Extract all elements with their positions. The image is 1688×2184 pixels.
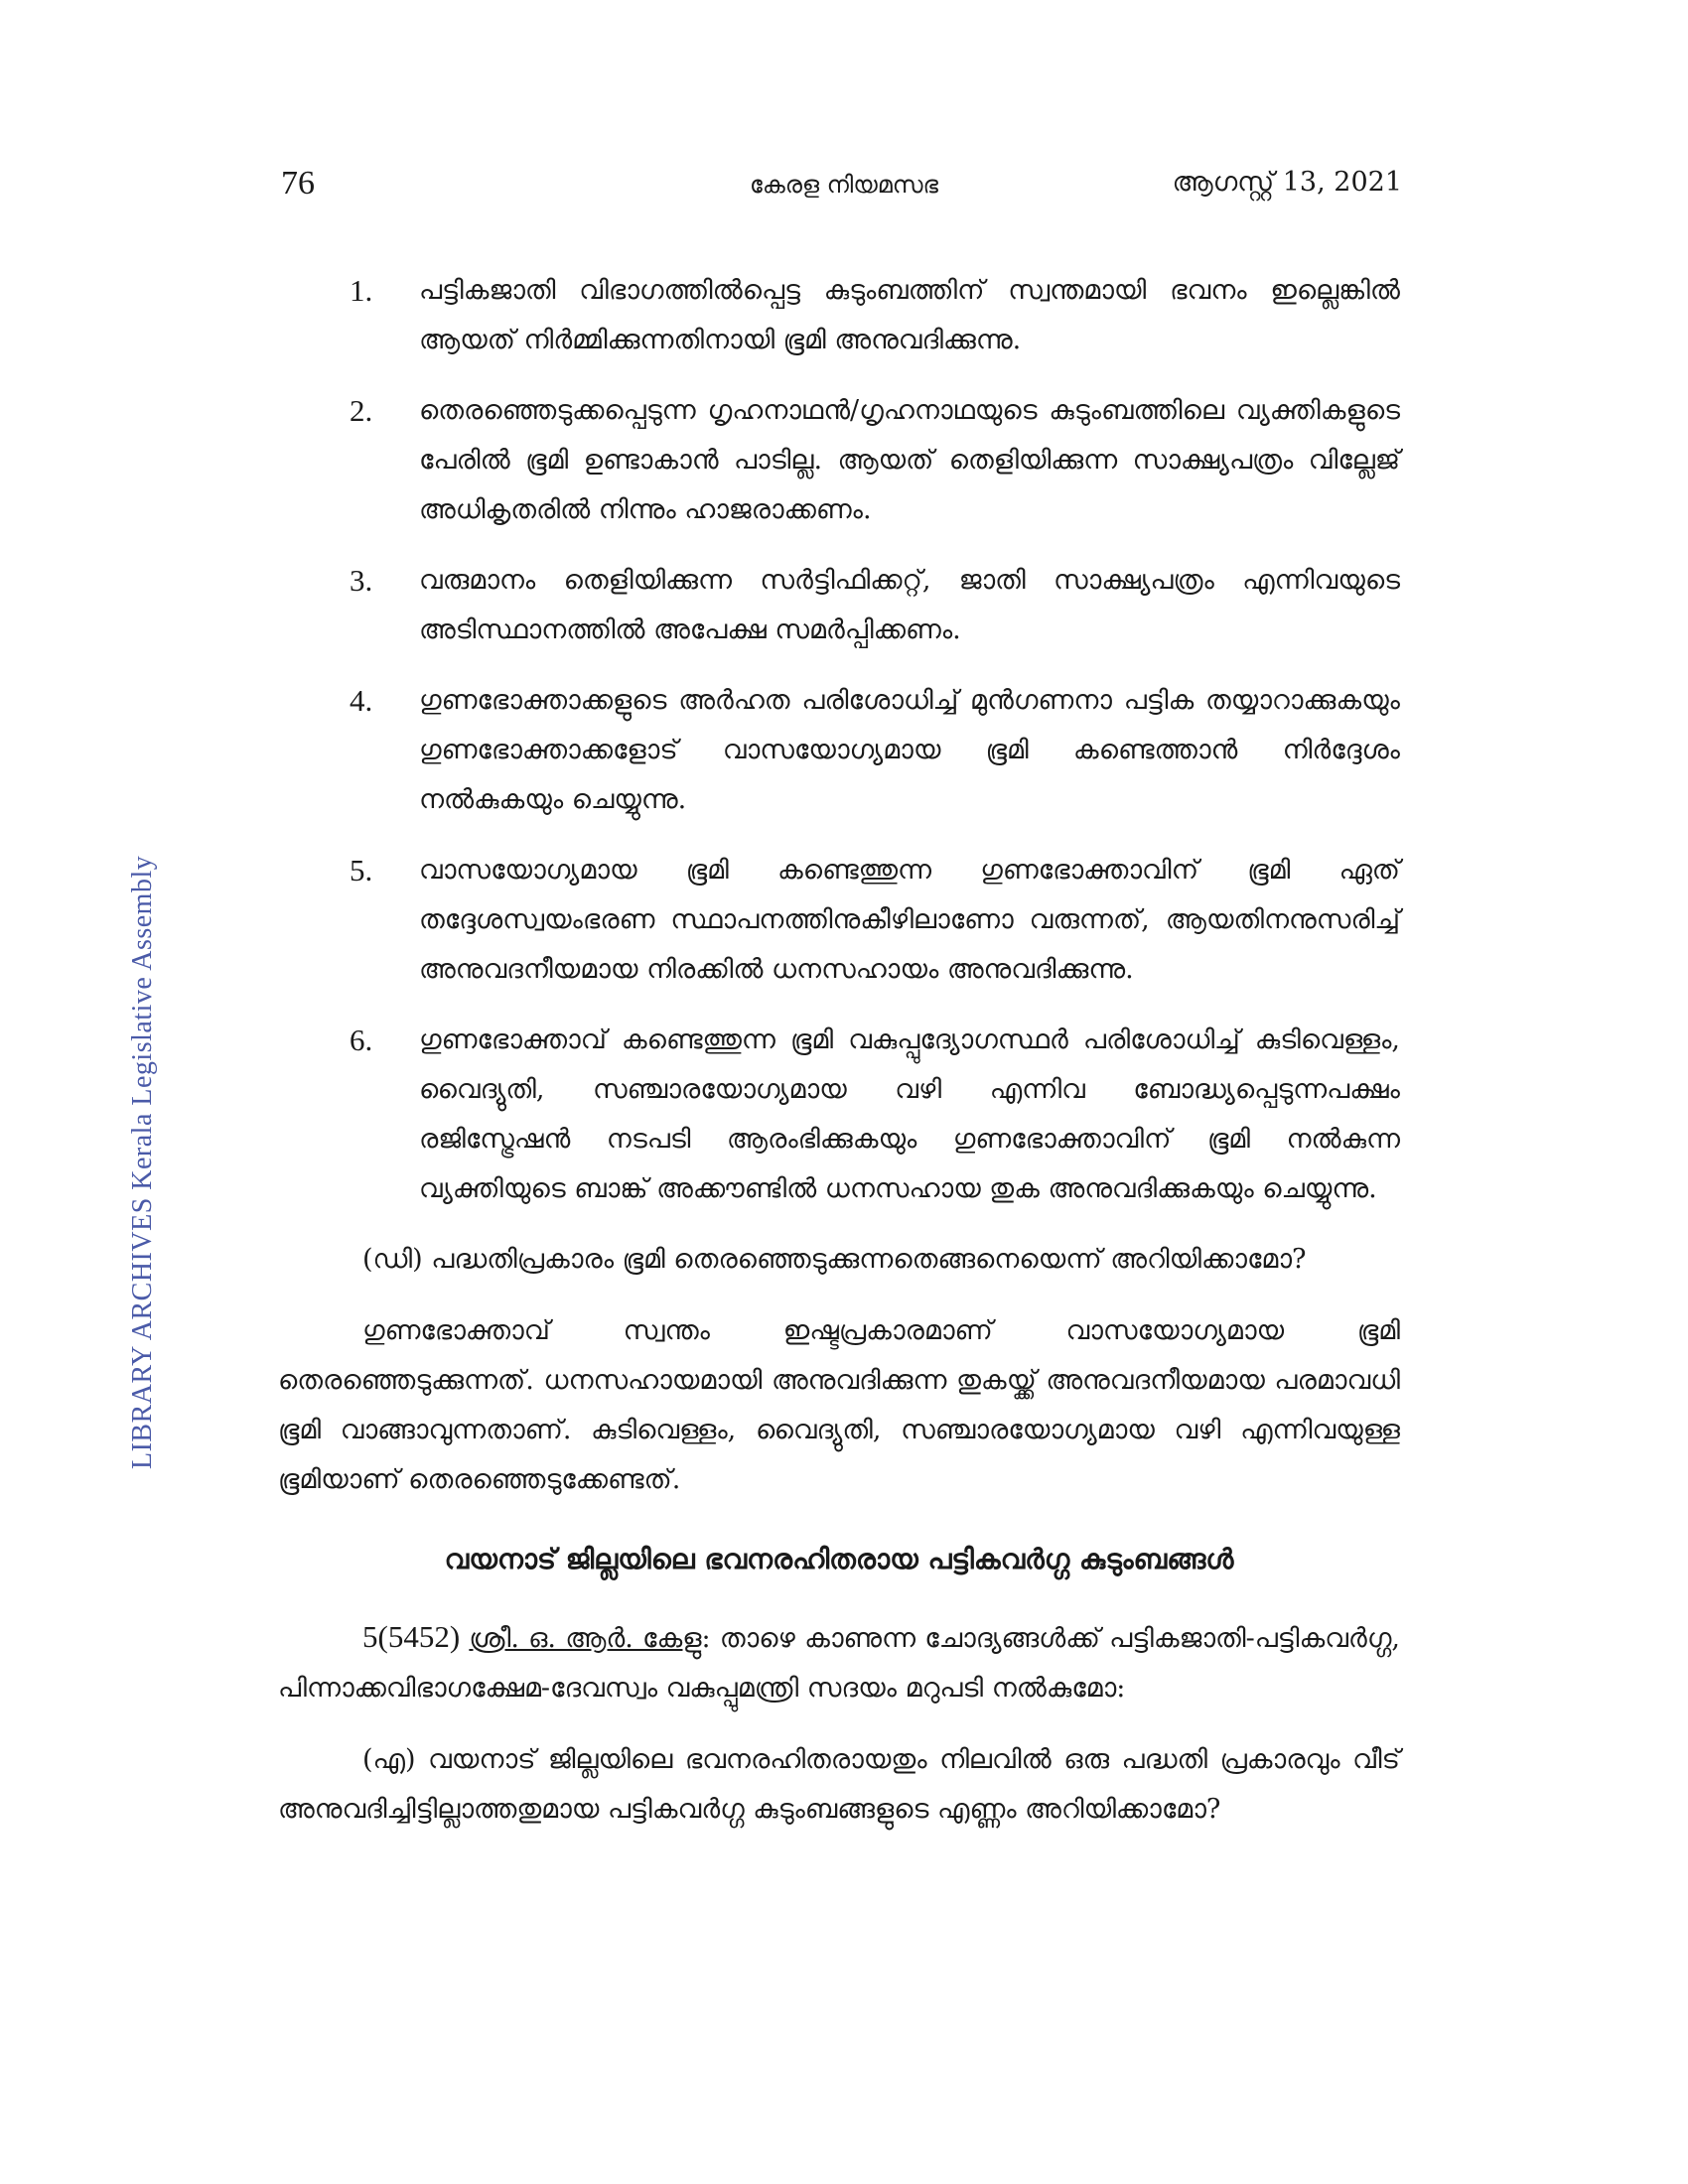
page-content <box>278 266 1400 1856</box>
list-text: ഗുണഭോക്താവ് കണ്ടെത്തുന്ന ഭൂമി വകുപ്പുദ്യോഗസ്ഥർ പരിശോധിച്ച് കുടിവെള്ളം, വൈദ്യുതി, സഞ്ചാരയോഗ്യമായ വഴി എന്നിവ ബോദ്ധ്യപ്പെടുന്നപക്ഷം രജിസ്ട്രേഷൻ നടപടി ആരംഭിക്കുകയും ഗുണഭോക്താവിന് ഭൂമി നൽകുന്ന വ്യക്തിയുടെ ബാങ്ക് അക്കൗണ്ടിൽ ധനസഹായ തുക അനുവദിക്കുകയും ചെയ്യുന്നു. <box>419 1024 1400 1204</box>
question-a: (എ) വയനാട് ജില്ലയിലെ ഭവനരഹിതരായതും നിലവിൽ ഒരു പദ്ധതി പ്രകാരവും വീട് അനുവദിച്ചിട്ടില്ലാത്തതുമായ പട്ടികവർഗ്ഗ കുടുംബങ്ങളുടെ എണ്ണം അറിയിക്കാമോ? <box>278 1744 1400 1825</box>
list-number: 1. <box>350 273 373 308</box>
list-number: 5. <box>350 853 373 887</box>
list-number: 2. <box>350 393 373 428</box>
question-number: 5(5452) <box>362 1619 461 1654</box>
archive-watermark: LIBRARY ARCHIVES Kerala Legislative Assembly <box>127 855 158 1469</box>
list-item <box>278 386 1400 535</box>
list-text: വരുമാനം തെളിയിക്കുന്ന സർട്ടിഫിക്കറ്റ്, ജാതി സാക്ഷ്യപത്രം എന്നിവയുടെ അടിസ്ഥാനത്തിൽ അപേക്ഷ സമർപ്പിക്കണം. <box>419 565 1400 645</box>
answer-d: ഗുണഭോക്താവ് സ്വന്തം ഇഷ്ടപ്രകാരമാണ് വാസയോഗ്യമായ ഭൂമി തെരഞ്ഞെടുക്കുന്നത്. ധനസഹായമായി അനുവദിക്കുന്ന തുകയ്ക്ക് അനുവദനീയമായ പരമാവധി ഭൂമി വാങ്ങാവുന്നതാണ്. കുടിവെള്ളം, വൈദ്യുതി, സഞ്ചാരയോഗ്യമായ വഴി എന്നിവയുള്ള ഭൂമിയാണ് തെരഞ്ഞെടുക്കേണ്ടത്. <box>278 1315 1400 1495</box>
list-item <box>278 676 1400 825</box>
list-number: 3. <box>350 563 373 598</box>
list-item <box>278 1016 1400 1214</box>
question-5 <box>278 1612 1400 1713</box>
page-number: 76 <box>281 165 315 202</box>
section-heading: വയനാട് ജില്ലയിലെ ഭവനരഹിതരായ പട്ടികവർഗ്ഗ കുടുംബങ്ങൾ <box>444 1543 1234 1575</box>
page-header-date: ആഗസ്റ്റ് 13, 2021 <box>1172 167 1402 198</box>
list-text: തെരഞ്ഞെടുക്കപ്പെടുന്ന ഗൃഹനാഥൻ/ഗൃഹനാഥയുടെ കുടുംബത്തിലെ വ്യക്തികളുടെ പേരിൽ ഭൂമി ഉണ്ടാകാൻ പാടില്ല. ആയത് തെളിയിക്കുന്ന സാക്ഷ്യപത്രം വില്ലേജ് അധികൃതരിൽ നിന്നും ഹാജരാക്കണം. <box>419 395 1400 525</box>
list-item <box>278 266 1400 365</box>
list-text: പട്ടികജാതി വിഭാഗത്തിൽപ്പെട്ട കുടുംബത്തിന് സ്വന്തമായി ഭവനം ഇല്ലെങ്കിൽ ആയത് നിർമ്മിക്കുന്നതിനായി ഭൂമി അനുവദിക്കുന്നു. <box>419 275 1400 355</box>
question-5-text: : താഴെ കാണുന്ന ചോദ്യങ്ങൾക്ക് പട്ടികജാതി-പട്ടികവർഗ്ഗ, പിന്നാക്കവിഭാഗക്ഷേമ-ദേവസ്വം വകുപ്പുമന്ത്രി സദയം മറുപടി നൽകുമോ: <box>278 1623 1400 1704</box>
list-item <box>278 556 1400 655</box>
list-text: ഗുണഭോക്താക്കളുടെ അർഹത പരിശോധിച്ച് മുൻഗണനാ പട്ടിക തയ്യാറാക്കുകയും ഗുണഭോക്താക്കളോട് വാസയോഗ്യമായ ഭൂമി കണ്ടെത്താൻ നിർദ്ദേശം നൽകുകയും ചെയ്യുന്നു. <box>419 685 1400 815</box>
list-number: 4. <box>350 683 373 718</box>
page-header-title: കേരള നിയമസഭ <box>749 171 939 199</box>
list-item <box>278 846 1400 995</box>
list-number: 6. <box>350 1023 373 1057</box>
member-name: ശ്രീ. ഒ. ആർ. കേളു <box>469 1623 702 1654</box>
list-text: വാസയോഗ്യമായ ഭൂമി കണ്ടെത്തുന്ന ഗുണഭോക്താവിന് ഭൂമി ഏത് തദ്ദേശസ്വയംഭരണ സ്ഥാപനത്തിനുകീഴിലാണോ വരുന്നത്, ആയതിനനുസരിച്ച് അനുവദനീയമായ നിരക്കിൽ ധനസഹായം അനുവദിക്കുന്നു. <box>419 855 1400 985</box>
question-d: (ഡി) പദ്ധതിപ്രകാരം ഭൂമി തെരഞ്ഞെടുക്കുന്നതെങ്ങനെയെന്ന് അറിയിക്കാമോ? <box>362 1244 1307 1275</box>
